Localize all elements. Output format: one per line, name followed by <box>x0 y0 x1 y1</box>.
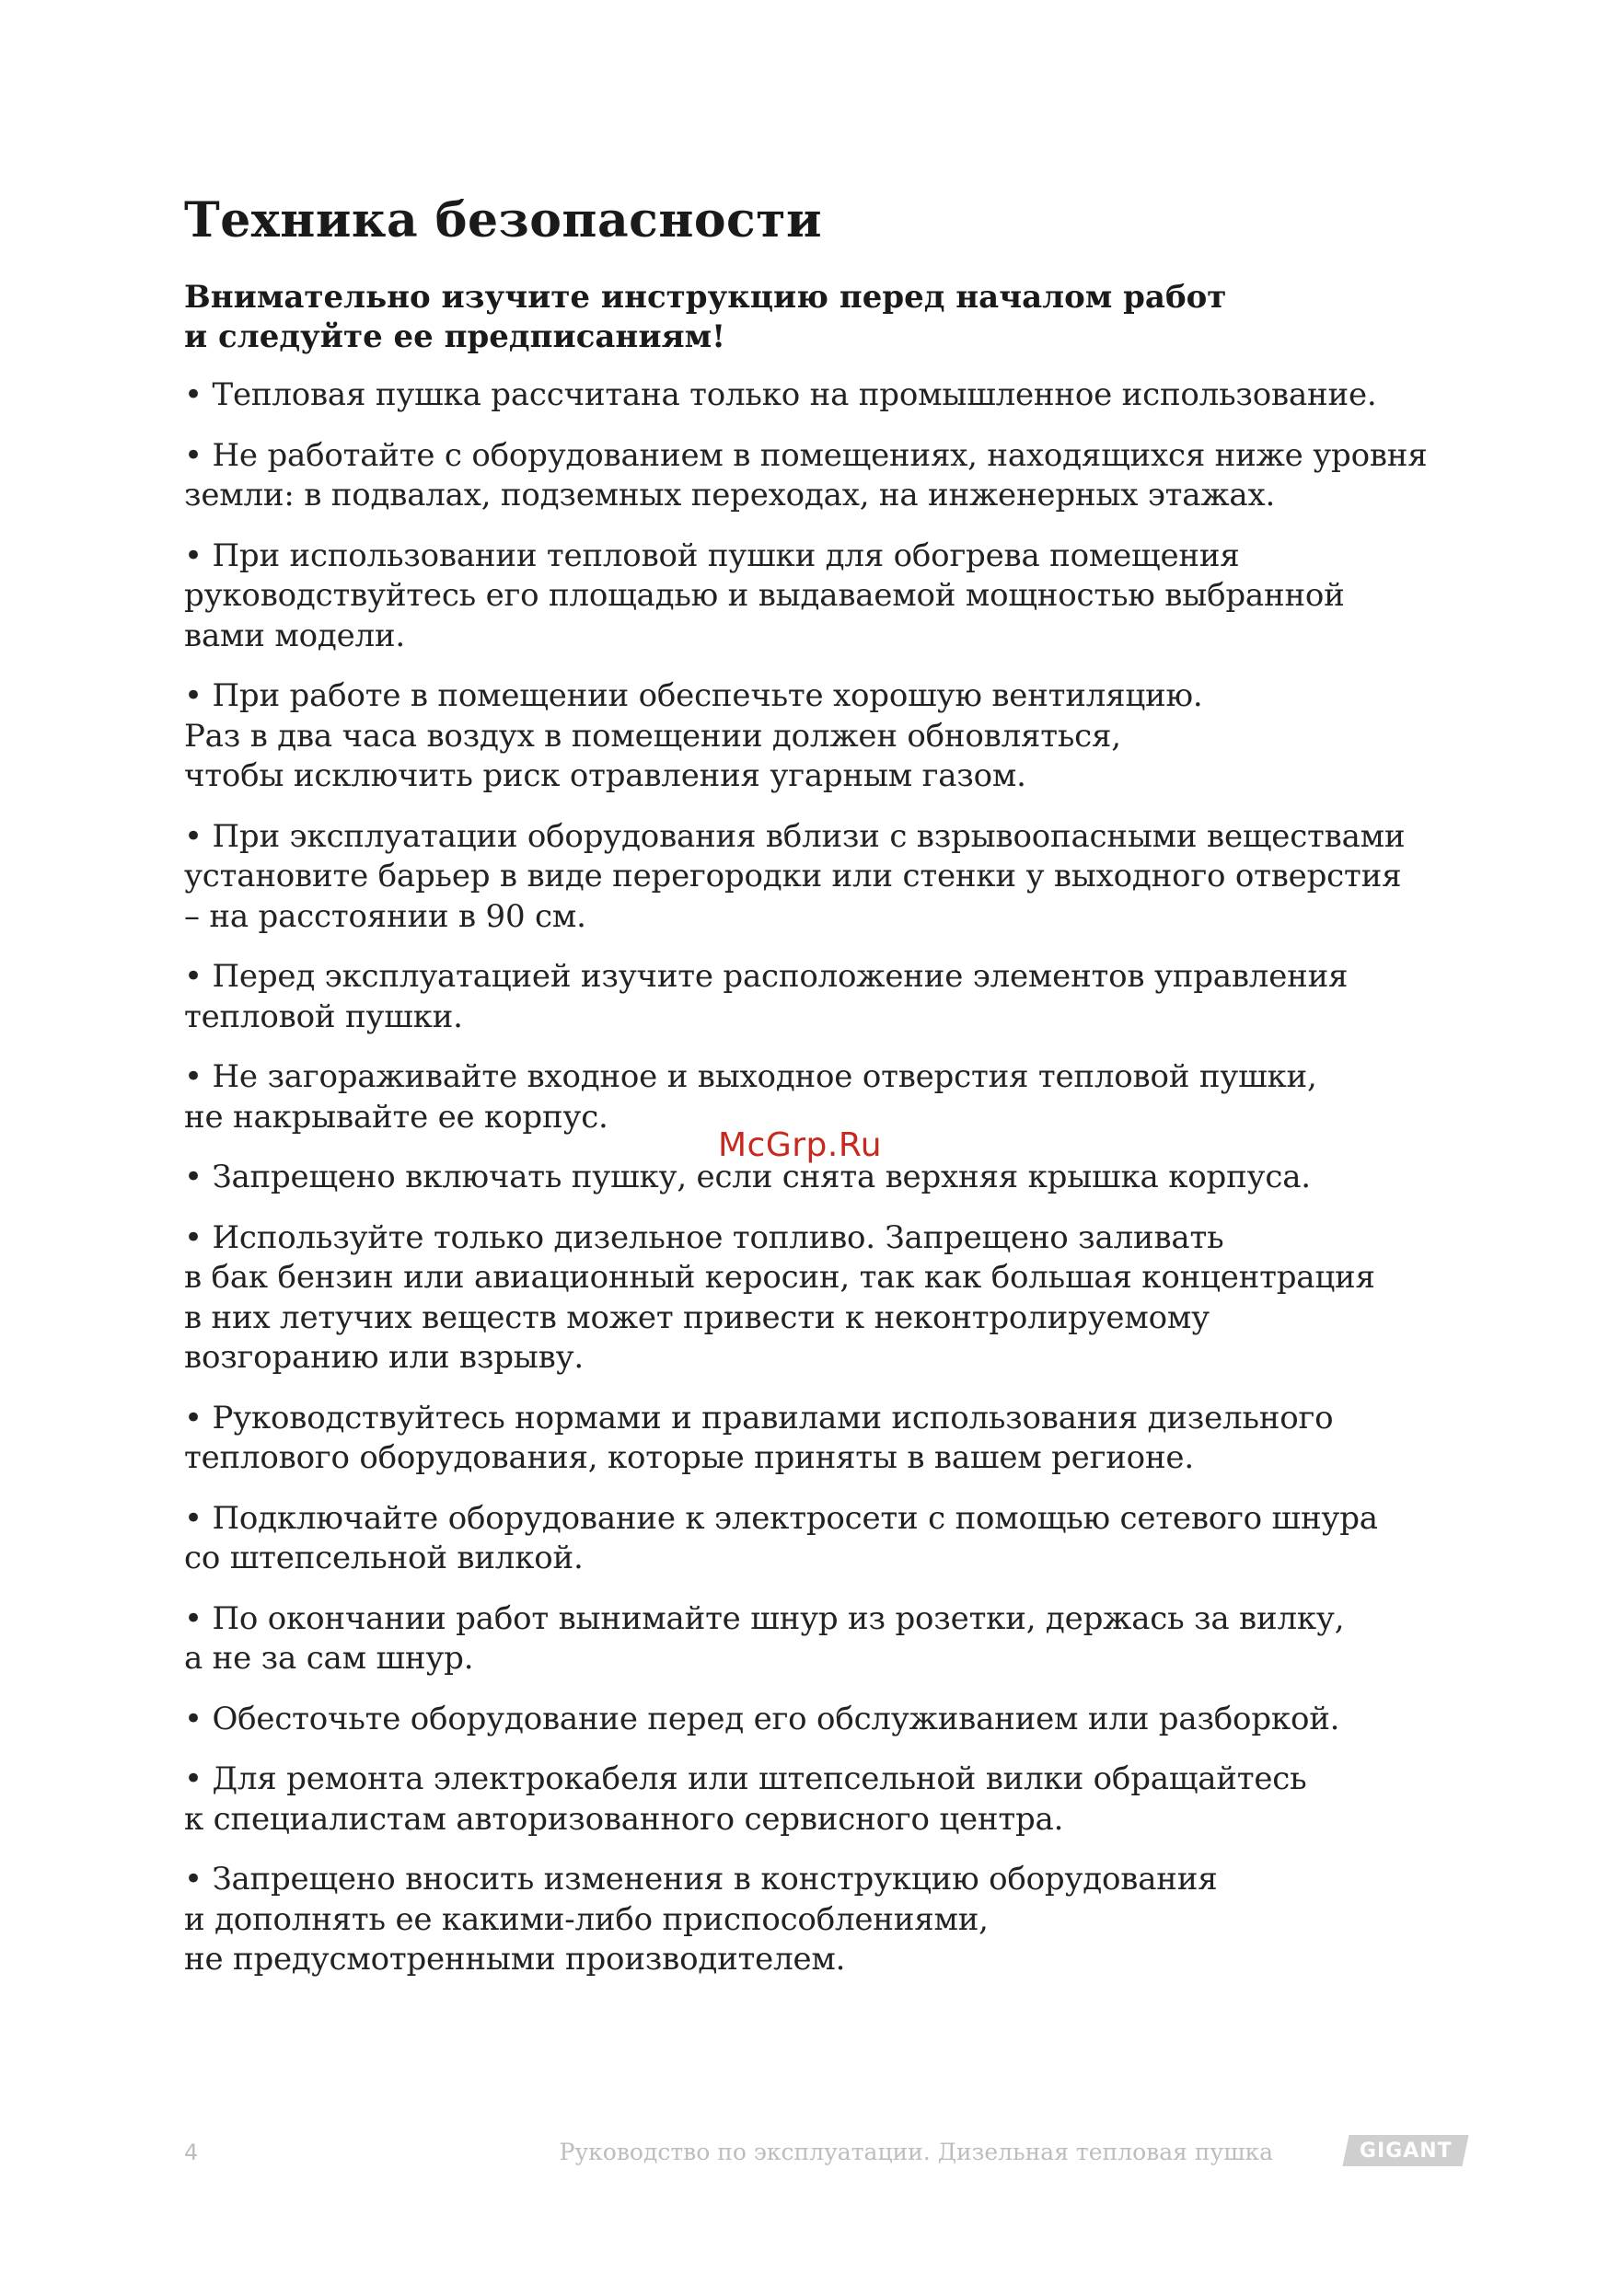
safety-rule-line: • При использовании тепловой пушки для обогрева помещения <box>184 537 1240 574</box>
safety-rule-line: в них летучих веществ может привести к неконтролируемому <box>184 1298 1210 1336</box>
safety-rule-item <box>184 1499 1491 1579</box>
safety-rule-line: установите барьер в виде перегородки или стенки у выходного отверстия <box>184 858 1402 894</box>
safety-rule-item <box>184 1399 1491 1479</box>
safety-rule-line: со штепсельной вилкой. <box>184 1540 584 1576</box>
warning-subtitle <box>184 278 1473 357</box>
safety-rule-line: • Не загораживайте входное и выходное отверстия тепловой пушки, <box>184 1058 1317 1095</box>
subtitle-line: Внимательно изучите инструкцию перед началом работ <box>184 279 1227 316</box>
safety-rule-line: • Подключайте оборудование к электросети с помощью сетевого шнура <box>184 1499 1378 1537</box>
safety-rule-line: • Обесточьте оборудование перед его обслуживанием или разборкой. <box>184 1700 1340 1737</box>
safety-rule-line: • Для ремонта электрокабеля или штепсельной вилки обращайтесь <box>184 1760 1307 1797</box>
subtitle-line: и следуйте ее предписаниям! <box>184 318 726 355</box>
safety-rule-item <box>184 436 1491 516</box>
safety-rule-line: • При эксплуатации оборудования вблизи с взрывоопасными веществами <box>184 817 1406 855</box>
safety-rule-item <box>184 1759 1491 1840</box>
safety-rule-line: теплового оборудования, которые приняты в вашем регионе. <box>184 1439 1194 1476</box>
safety-rule-line: вами модели. <box>184 617 405 654</box>
safety-rule-line: чтобы исключить риск отравления угарным газом. <box>184 757 1026 794</box>
safety-rule-line: земли: в подвалах, подземных переходах, на инженерных этажах. <box>184 477 1276 513</box>
safety-rule-line: не накрывайте ее корпус. <box>184 1098 608 1136</box>
safety-rule-line: • Не работайте с оборудованием в помещениях, находящихся ниже уровня <box>184 436 1428 474</box>
safety-rule-line: к специалистам авторизованного сервисного центра. <box>184 1800 1064 1838</box>
safety-rule-line: • Руководствуйтесь нормами и правилами использования дизельного <box>184 1399 1334 1436</box>
safety-rule-item <box>184 957 1491 1037</box>
safety-rule-item <box>184 1599 1491 1679</box>
safety-rule-line: • По окончании работ вынимайте шнур из розетки, держась за вилку, <box>184 1599 1345 1637</box>
safety-rule-item <box>184 375 1491 416</box>
safety-rule-line: • При работе в помещении обеспечьте хорошую вентиляцию. <box>184 677 1203 714</box>
safety-rule-line: и дополнять ее какими-либо приспособлениями, <box>184 1900 989 1938</box>
brand-logo-text: GIGANT <box>1359 2139 1453 2163</box>
safety-rule-item <box>184 1700 1491 1740</box>
safety-rule-line: руководствуйтесь его площадью и выдаваемой мощностью выбранной <box>184 577 1345 614</box>
safety-rule-line: • Используйте только дизельное топливо. Запрещено заливать <box>184 1218 1224 1256</box>
safety-rule-line: • Запрещено включать пушку, если снята верхняя крышка корпуса. <box>184 1159 1311 1195</box>
safety-rule-line: возгоранию или взрыву. <box>184 1339 584 1376</box>
safety-rule-line: в бак бензин или авиационный керосин, так как большая концентрация <box>184 1259 1375 1296</box>
safety-rule-line: • Запрещено вносить изменения в конструкцию оборудования <box>184 1861 1218 1898</box>
safety-rule-line: а не за сам шнур. <box>184 1640 474 1677</box>
safety-rule-item <box>184 537 1491 657</box>
page-title: Техника безопасности <box>184 192 823 248</box>
safety-rule-item <box>184 676 1491 797</box>
safety-rule-item <box>184 1860 1491 1980</box>
safety-rule-line: – на расстоянии в 90 см. <box>184 897 586 935</box>
page-number: 4 <box>184 2140 199 2165</box>
safety-rule-line: • Тепловая пушка рассчитана только на промышленное использование. <box>184 376 1377 413</box>
safety-rule-line: • Перед эксплуатацией изучите расположение элементов управления <box>184 958 1349 995</box>
brand-logo <box>1342 2135 1468 2166</box>
watermark-text[interactable]: McGrp.Ru <box>718 1126 883 1164</box>
safety-rule-item <box>184 817 1491 938</box>
safety-rules-list <box>184 375 1491 2001</box>
footer-document-title: Руководство по эксплуатации. Дизельная тепловая пушка <box>559 2139 1273 2165</box>
safety-rule-line: не предусмотренными производителем. <box>184 1941 846 1978</box>
safety-rule-line: Раз в два часа воздух в помещении должен обновляться, <box>184 717 1121 755</box>
safety-rule-item <box>184 1218 1491 1379</box>
safety-rule-line: тепловой пушки. <box>184 998 463 1035</box>
